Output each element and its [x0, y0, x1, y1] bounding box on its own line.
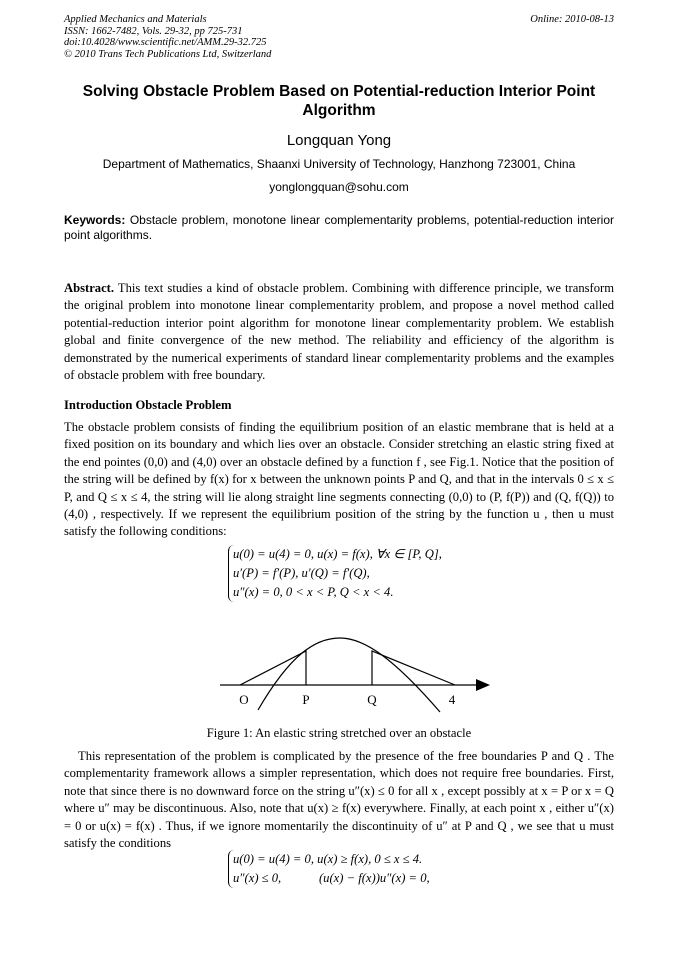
author: Longquan Yong	[286, 132, 392, 149]
online-date: Online: 2010-08-13	[530, 14, 614, 25]
affiliation: Department of Mathematics, Shaanxi University of Technology, Hanzhong 723001, China	[102, 157, 576, 171]
string-right	[372, 651, 455, 685]
figure-caption: Figure 1: An elastic string stretched over an obstacle	[206, 726, 472, 740]
keywords-text: Obstacle problem, monotone linear complementarity problems, potential-reduction interior point algorithms.	[64, 213, 614, 242]
journal-name: Applied Mechanics and Materials	[64, 14, 207, 25]
equation-line: u″(x) ≤ 0, (u(x) − f(x))u″(x) = 0,	[233, 871, 430, 885]
paper-title: Solving Obstacle Problem Based on Potential-reduction Interior Point Algorithm	[82, 83, 596, 119]
figure-1	[0, 620, 678, 720]
issn: ISSN: 1662-7482, Vols. 29-32, pp 725-731	[64, 25, 243, 37]
equation-system-2	[228, 850, 430, 888]
equation-line: u′(P) = f′(P), u′(Q) = f′(Q),	[233, 566, 370, 580]
equation-system-1	[228, 545, 442, 602]
abstract	[64, 280, 614, 384]
intro-paragraph: The obstacle problem consists of finding the equilibrium position of an elastic membrane that is held at a fixed position on its boundary and which lies over an obstacle. Consider stretching an elastic string fixed at the end pointes (0,0) and (4,0) over an obstacle defined by a function f , see Fig.1. Notice that the position of the string will be defined by f(x) for x between the unknown points P and Q, and that in the intervals 0 ≤ x ≤ P, and Q ≤ x ≤ 4, the string will lie along straight line segments connecting (0,0) to (P, f(P)) and (Q, f(Q)) to (4,0) , respectively. If we represent the equilibrium position of the string by the function u , then u must satisfy the following conditions:	[64, 420, 614, 539]
abstract-text: This text studies a kind of obstacle problem. Combining with difference principle, we transform the original problem into monotone linear complementarity problem, and propose a novel method called potential-reduction interior point algorithm for monotone linear complementarity problem. We establish global and finite convergence of the new method. The reliability and efficiency of the algorithm is demonstrated by the numerical experiments of standard linear complementarity problems and the examples of obstacle problem with free boundary.	[64, 281, 614, 383]
keywords	[64, 213, 614, 243]
section-heading: Introduction Obstacle Problem	[64, 398, 232, 412]
obstacle-curve	[258, 638, 440, 712]
paragraph-2: This representation of the problem is complicated by the presence of the free boundaries P and Q . The complementarity framework allows a simpler representation, which does not require free boundaries. First, note that since there is no downward force on the string u″(x) ≤ 0 for all x , except possibly at x = P or x = Q where u″ may be discontinuous. Also, note that u(x) ≥ f(x) everywhere. Finally, at each point x , either u″(x) = 0 or u(x) = f(x) . Thus, if we ignore momentarily the discontinuity of u″ at P and Q , we see that u must satisfy the conditions	[64, 749, 614, 851]
label-p: P	[302, 692, 310, 707]
label-4: 4	[448, 692, 456, 707]
equation-line: u(0) = u(4) = 0, u(x) = f(x), ∀x ∈ [P, Q],	[233, 547, 442, 561]
axis-arrow	[476, 679, 490, 691]
abstract-label: Abstract.	[64, 281, 115, 295]
label-q: Q	[367, 692, 377, 707]
equation-line: u(0) = u(4) = 0, u(x) ≥ f(x), 0 ≤ x ≤ 4.	[233, 852, 423, 866]
journal-header	[64, 14, 271, 60]
doi: doi:10.4028/www.scientific.net/AMM.29-32.725	[64, 37, 267, 48]
string-left	[240, 651, 306, 685]
email: yonglongquan@sohu.com	[269, 180, 409, 194]
label-o: O	[239, 692, 249, 707]
keywords-label: Keywords:	[64, 213, 126, 227]
equation-line: u″(x) = 0, 0 < x < P, Q < x < 4.	[233, 585, 394, 599]
copyright: © 2010 Trans Tech Publications Ltd, Switzerland	[64, 48, 272, 60]
